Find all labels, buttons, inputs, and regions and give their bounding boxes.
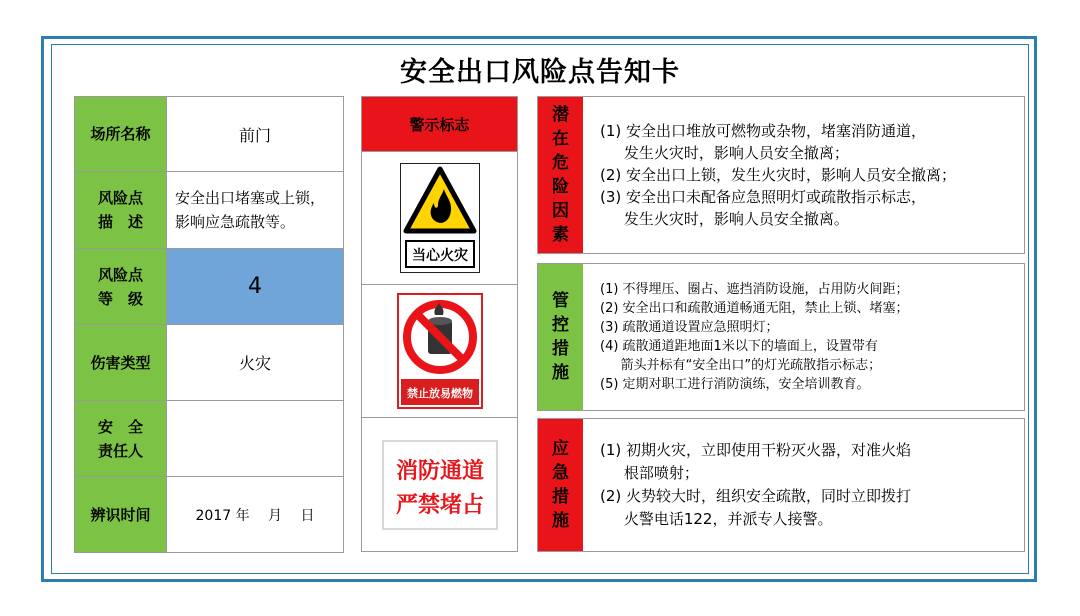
label-char: 危 xyxy=(552,153,569,173)
cell-value: 安全出口堵塞或上锁， 影响应急疏散等。 xyxy=(175,189,326,231)
label-identification-time xyxy=(75,477,167,553)
label-char: 管 xyxy=(552,291,569,311)
fire-warning-icon xyxy=(400,163,480,273)
label-risk-description xyxy=(75,172,167,249)
control-measures-text xyxy=(600,264,1020,410)
hazard-line: (3) 安全出口未配备应急照明灯或疏散指示标志， xyxy=(600,188,927,206)
emergency-line: (2) 火势较大时，组织安全疏散，同时立即拨打 xyxy=(600,487,912,505)
emergency-line: 火警电话122，并派专人接警。 xyxy=(600,510,833,528)
control-measures-block xyxy=(537,263,1025,411)
cell-value: 2017 年 月 日 xyxy=(195,507,315,524)
table-row xyxy=(75,172,344,249)
emergency-measures-text xyxy=(600,419,1020,551)
hazard-factors-block xyxy=(537,96,1025,254)
label-location-name xyxy=(75,97,167,172)
control-line: 箭头并标有“安全出口”的灯光疏散指示标志； xyxy=(600,358,882,373)
warning-signs-column xyxy=(361,96,518,552)
emergency-measures-block xyxy=(537,418,1025,552)
control-line: (5) 定期对职工进行消防演练，安全培训教育。 xyxy=(600,377,870,392)
cell-label: 场所名称 xyxy=(90,125,151,143)
value-identification-time xyxy=(167,477,344,553)
control-line: (1) 不得埋压、圈占、遮挡消防设施，占用防火间距； xyxy=(600,282,909,297)
warning-sign-fire xyxy=(362,152,517,285)
table-row xyxy=(75,249,344,325)
cell-label: 风险点 等 级 xyxy=(97,265,143,308)
warning-sign-no-flammables xyxy=(362,285,517,418)
label-risk-level xyxy=(75,249,167,325)
control-line: (4) 疏散通道距地面1米以下的墙面上，设置带有 xyxy=(600,339,878,354)
cell-label: 伤害类型 xyxy=(90,353,151,372)
fire-warning-text: 当心火灾 xyxy=(411,248,468,264)
label-char: 险 xyxy=(552,177,569,197)
cell-label: 风险点 描 述 xyxy=(97,189,143,231)
table-row xyxy=(75,325,344,401)
warning-sign-fire-lane xyxy=(362,418,517,551)
label-char: 应 xyxy=(552,439,569,459)
cell-value: 火灾 xyxy=(238,354,271,373)
label-char: 潜 xyxy=(552,105,569,125)
hazard-line: 发生火灾时，影响人员安全撤离。 xyxy=(600,210,849,228)
label-char: 急 xyxy=(552,463,569,483)
label-char: 施 xyxy=(552,511,569,531)
cell-value: 前门 xyxy=(238,125,271,145)
emergency-line: (1) 初期火灾，立即使用干粉灭火器，对准火焰 xyxy=(600,441,912,459)
hazard-line: 发生火灾时，影响人员安全撤离； xyxy=(600,144,849,162)
hazard-factors-text xyxy=(600,97,1020,253)
control-line: (2) 安全出口和疏散通道畅通无阻，禁止上锁、堵塞； xyxy=(600,301,909,316)
label-responsible-person xyxy=(75,401,167,477)
value-location-name xyxy=(167,97,344,172)
info-table xyxy=(74,96,344,553)
label-harm-type xyxy=(75,325,167,401)
hazard-line: (2) 安全出口上锁，发生火灾时，影响人员安全撤离； xyxy=(600,166,957,184)
label-char: 措 xyxy=(552,339,569,359)
fire-lane-line2: 严禁堵占 xyxy=(395,492,484,518)
value-responsible-person xyxy=(167,401,344,477)
no-flammables-icon xyxy=(397,293,483,409)
table-row xyxy=(75,477,344,553)
label-char: 控 xyxy=(552,315,569,335)
value-risk-level xyxy=(167,249,344,325)
cell-label: 安 全 责任人 xyxy=(97,417,143,460)
emergency-measures-label xyxy=(538,419,583,551)
label-char: 因 xyxy=(552,201,569,221)
page-title: 安全出口风险点告知卡 xyxy=(400,57,680,88)
no-flammables-text: 禁止放易燃物 xyxy=(406,387,473,400)
label-char: 措 xyxy=(552,487,569,507)
cell-value: 4 xyxy=(248,274,262,299)
fire-lane-sign xyxy=(382,440,498,530)
warning-signs-header: 警示标志 xyxy=(362,97,517,152)
table-row xyxy=(75,97,344,172)
hazard-line: (1) 安全出口堆放可燃物或杂物，堵塞消防通道， xyxy=(600,122,927,140)
label-char: 在 xyxy=(552,129,569,149)
value-risk-description xyxy=(167,172,344,249)
emergency-line: 根部喷射； xyxy=(600,464,699,482)
value-harm-type xyxy=(167,325,344,401)
control-line: (3) 疏散通道设置应急照明灯； xyxy=(600,320,779,335)
label-char: 施 xyxy=(552,363,569,383)
hazard-factors-label xyxy=(538,97,583,253)
label-char: 素 xyxy=(552,225,569,245)
table-row xyxy=(75,401,344,477)
cell-label: 辨识时间 xyxy=(90,505,151,524)
control-measures-label xyxy=(538,264,583,410)
fire-lane-line1: 消防通道 xyxy=(395,458,484,484)
